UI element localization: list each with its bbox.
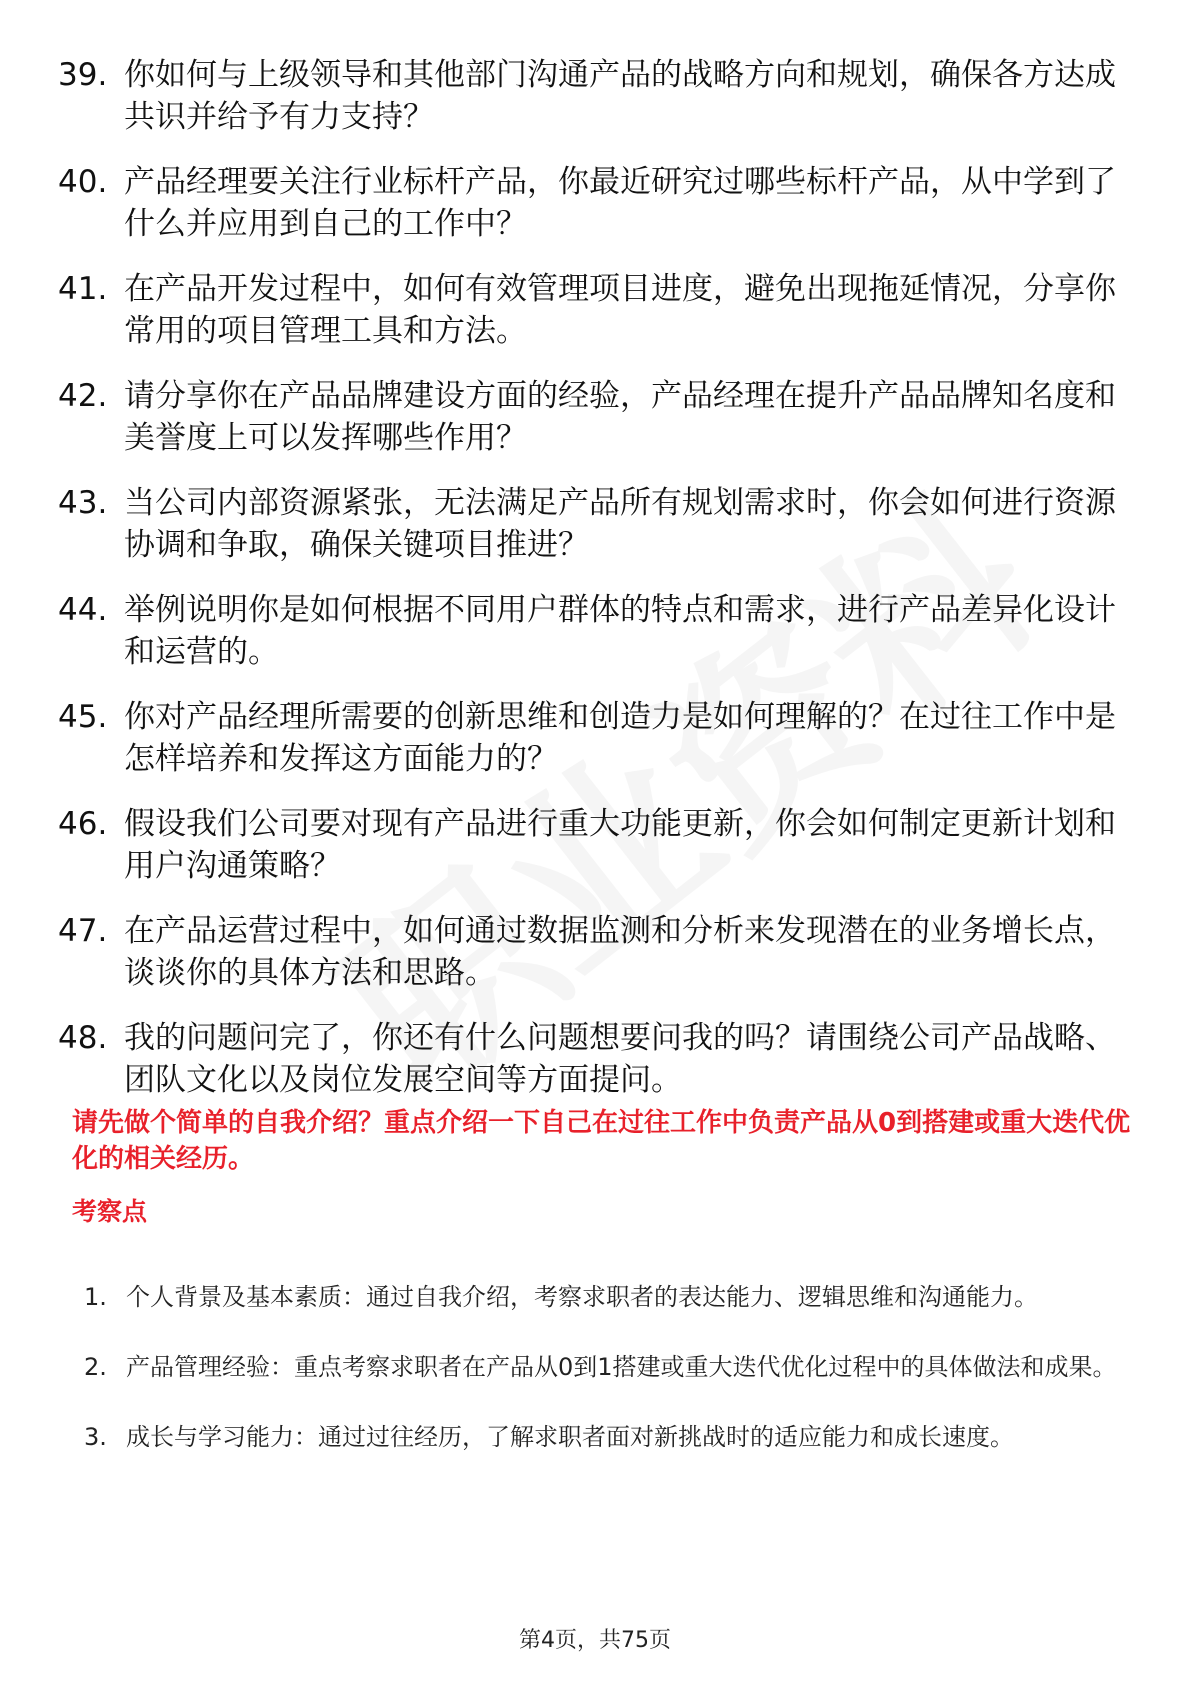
question-number: 43. [58,485,108,521]
list-item [84,1338,1124,1396]
point-number: 3. [84,1423,107,1451]
points-heading: 考察点 [72,1197,148,1226]
section-title: 请先做个简单的自我介绍？重点介绍一下自己在过往工作中负责产品从0到搭建或重大迭代优化的相关经历。 [72,1108,1131,1174]
question-number: 40. [58,164,108,200]
question-text: 产品经理要关注行业标杆产品，你最近研究过哪些标杆产品，从中学到了什么并应用到自己的工作中？ [124,164,1116,242]
points-list [84,1268,1124,1478]
list-item [58,803,1138,887]
question-text: 当公司内部资源紧张，无法满足产品所有规划需求时，你会如何进行资源协调和争取，确保关键项目推进？ [124,485,1116,563]
list-item [58,482,1138,566]
list-item [58,268,1138,352]
question-number: 46. [58,806,108,842]
question-number: 44. [58,592,108,628]
question-text: 你如何与上级领导和其他部门沟通产品的战略方向和规划，确保各方达成共识并给予有力支持？ [124,57,1116,135]
list-item [58,54,1138,138]
point-text: 产品管理经验：重点考察求职者在产品从0到1搭建或重大迭代优化过程中的具体做法和成果。 [126,1353,1117,1381]
question-number: 41. [58,271,108,307]
question-number: 45. [58,699,108,735]
point-number: 1. [84,1283,107,1311]
question-text: 请分享你在产品品牌建设方面的经验，产品经理在提升产品品牌知名度和美誉度上可以发挥哪些作用？ [124,378,1116,456]
question-text: 在产品运营过程中，如何通过数据监测和分析来发现潜在的业务增长点，谈谈你的具体方法和思路。 [124,913,1116,991]
page-footer: 第4页，共75页 [519,1628,671,1653]
question-number: 47. [58,913,108,949]
list-item [58,375,1138,459]
list-item [58,589,1138,673]
list-item [84,1408,1124,1466]
list-item [58,161,1138,245]
point-text: 个人背景及基本素质：通过自我介绍，考察求职者的表达能力、逻辑思维和沟通能力。 [126,1283,1038,1311]
list-item [58,1017,1138,1101]
list-item [58,910,1138,994]
point-number: 2. [84,1353,107,1381]
question-text: 假设我们公司要对现有产品进行重大功能更新，你会如何制定更新计划和用户沟通策略？ [124,806,1116,884]
list-item [84,1268,1124,1326]
point-text: 成长与学习能力：通过过往经历，了解求职者面对新挑战时的适应能力和成长速度。 [126,1423,1014,1451]
question-number: 48. [58,1020,108,1056]
question-number: 39. [58,57,108,93]
question-text: 在产品开发过程中，如何有效管理项目进度，避免出现拖延情况，分享你常用的项目管理工具和方法。 [124,271,1116,349]
question-text: 你对产品经理所需要的创新思维和创造力是如何理解的？在过往工作中是怎样培养和发挥这方面能力的？ [124,699,1116,777]
list-item [58,696,1138,780]
question-number: 42. [58,378,108,414]
question-text: 我的问题问完了，你还有什么问题想要问我的吗？请围绕公司产品战略、团队文化以及岗位发展空间等方面提问。 [124,1020,1116,1098]
question-list [58,54,1138,1124]
question-text: 举例说明你是如何根据不同用户群体的特点和需求，进行产品差异化设计和运营的。 [124,592,1116,670]
